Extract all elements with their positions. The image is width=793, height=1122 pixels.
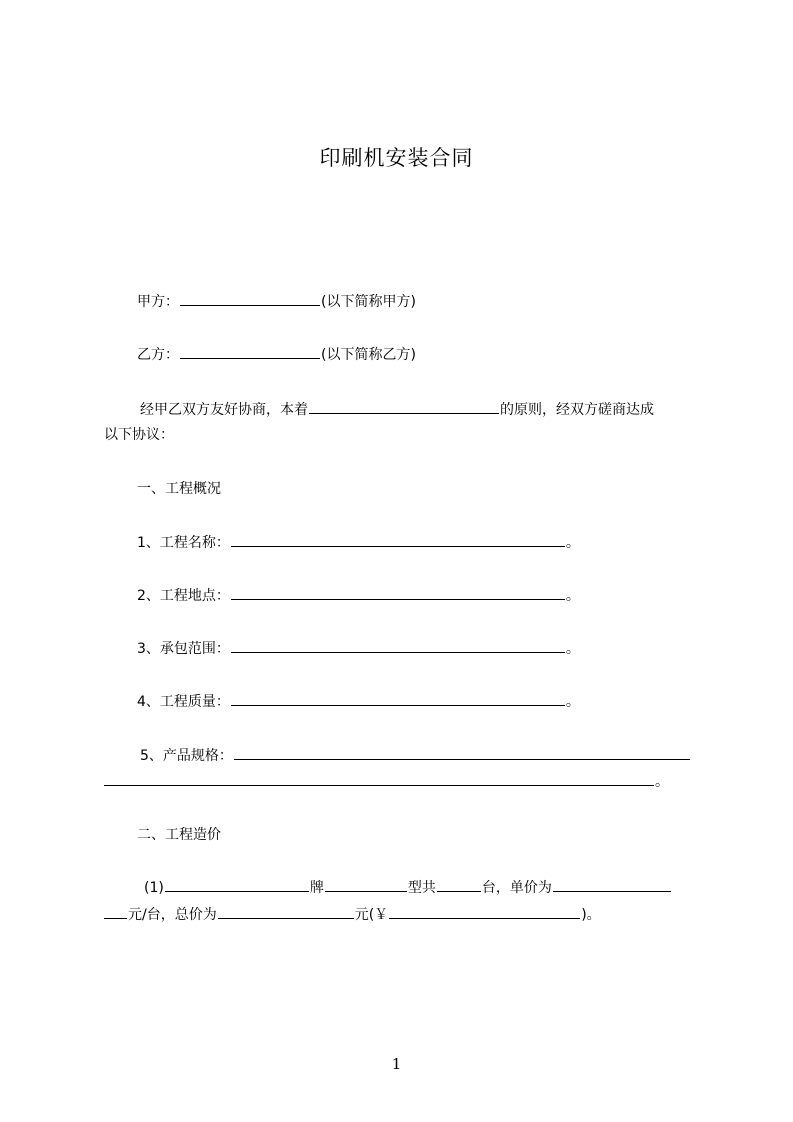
item-project-name (137, 532, 580, 553)
section1-heading: 一、工程概况 (137, 481, 221, 497)
intro-line-2 (104, 425, 174, 445)
unit-price-blank-2[interactable] (104, 904, 127, 919)
document-title: 印刷机安装合同 (319, 146, 474, 170)
party-b-line (137, 344, 416, 365)
party-b-suffix: (以下简称乙方) (321, 347, 416, 363)
closing-paren: )。 (581, 907, 601, 923)
contract-scope-blank[interactable] (231, 638, 565, 653)
product-spec-blank-2[interactable] (104, 771, 654, 786)
total-price-yen-blank[interactable] (389, 904, 580, 919)
item-contract-scope (137, 638, 580, 659)
party-a-line (137, 291, 416, 312)
item-label: 5、产品规格： (140, 748, 233, 764)
intro-line-1 (140, 399, 654, 420)
item-label: 2、工程地点： (137, 588, 230, 604)
total-price-blank[interactable] (218, 904, 354, 919)
intro-principle-blank[interactable] (309, 399, 499, 414)
price-item-number: (1) (144, 880, 164, 896)
item-label: 1、工程名称： (137, 535, 230, 551)
period: 。 (565, 641, 580, 657)
party-b-blank[interactable] (180, 344, 320, 359)
item-project-quality (137, 691, 580, 712)
brand-blank[interactable] (165, 877, 309, 892)
party-a-label: 甲方： (137, 294, 179, 310)
item-product-spec (140, 745, 691, 766)
total-price-yen-label: 元(￥ (354, 907, 389, 923)
project-location-blank[interactable] (231, 585, 565, 600)
intro-cont: 以下协议： (104, 427, 174, 443)
project-name-blank[interactable] (231, 532, 565, 547)
model-label: 型共 (407, 880, 436, 896)
price-line-1 (144, 877, 672, 898)
total-price-label: 元/台，总价为 (128, 907, 217, 923)
page-number: 1 (391, 1055, 402, 1073)
intro-start: 经甲乙双方友好协商，本着 (140, 402, 308, 418)
unit-price-blank-1[interactable] (553, 877, 671, 892)
brand-label: 牌 (309, 880, 324, 896)
item-project-location (137, 585, 580, 606)
price-line-2 (104, 904, 601, 925)
section2-heading: 二、工程造价 (137, 827, 221, 843)
unit-price-label: 台，单价为 (481, 880, 552, 896)
period: 。 (565, 694, 580, 710)
period: 。 (565, 535, 580, 551)
quantity-blank[interactable] (437, 877, 481, 892)
period: 。 (655, 774, 669, 790)
party-b-label: 乙方： (137, 347, 179, 363)
item-product-spec-cont (104, 771, 669, 792)
item-label: 3、承包范围： (137, 641, 230, 657)
model-blank[interactable] (325, 877, 407, 892)
party-a-blank[interactable] (180, 291, 320, 306)
party-a-suffix: (以下简称甲方) (321, 294, 416, 310)
period: 。 (565, 588, 580, 604)
item-label: 4、工程质量： (137, 694, 230, 710)
intro-end: 的原则，经双方磋商达成 (500, 402, 654, 418)
project-quality-blank[interactable] (231, 691, 565, 706)
product-spec-blank-1[interactable] (234, 745, 690, 760)
